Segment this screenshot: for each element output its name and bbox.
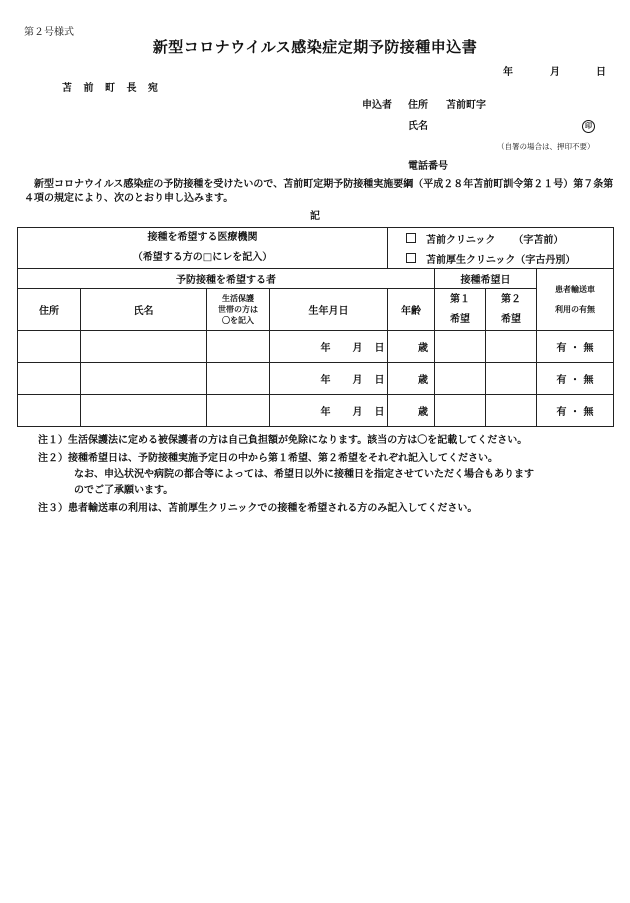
option-name: 苫前クリニック	[426, 234, 496, 246]
birth-date-input[interactable]	[270, 363, 388, 395]
applicant-label: 申込者	[362, 100, 392, 111]
form-number: 第２号様式	[24, 27, 74, 38]
birth-year: 年	[320, 343, 331, 354]
addressee: 苫 前 町 長 宛	[62, 83, 162, 94]
page-title: 新型コロナウイルス感染症定期予防接種申込書	[152, 38, 478, 56]
note-3: 注３）患者輸送車の利用は、苫前厚生クリニックでの接種を希望される方のみ記入してください。	[38, 503, 478, 514]
birth-day: 日	[374, 407, 385, 418]
note-2-cont: なお、申込状況や病院の都合等によっては、希望日以外に接種日を指定させていただく場合もあります	[74, 469, 534, 480]
transport-header: 患者輸送車 利用の有無	[537, 269, 614, 331]
option-name: 苫前厚生クリニック	[426, 254, 516, 266]
address-label: 住所	[408, 100, 428, 111]
institution-options	[388, 228, 614, 269]
col-age: 年齢	[388, 289, 435, 331]
table-row	[18, 363, 614, 395]
address-value: 苫前町字	[446, 100, 486, 111]
birth-month: 月	[352, 407, 363, 418]
note-2: 注２）接種希望日は、予防接種実施予定日の中から第１希望、第２希望をそれぞれ記入してください。	[38, 453, 498, 464]
second-choice-input[interactable]	[486, 363, 537, 395]
col-welfare: 生活保護 世帯の方は 〇を記入	[207, 289, 270, 331]
ki-marker: 記	[310, 211, 320, 222]
col-name: 氏名	[81, 289, 207, 331]
body-text: 新型コロナウイルス感染症の予防接種を受けたいので、苫前町定期予防接種実施要綱（平成２８年苫前町訓令第２１号）第７条第４項の規定により、次のとおり申し込みます。	[24, 179, 614, 204]
address-input[interactable]	[18, 363, 81, 395]
birth-day: 日	[374, 343, 385, 354]
institution-hint: （希望する方の□にレを記入）	[132, 252, 273, 263]
institution-cell	[18, 228, 388, 269]
person-header: 予防接種を希望する者	[18, 269, 435, 289]
institution-label: 接種を希望する医療機関	[147, 232, 258, 243]
option-row[interactable]	[388, 228, 613, 248]
address-input[interactable]	[18, 331, 81, 363]
age-input[interactable]: 歳	[388, 331, 435, 363]
name-input[interactable]	[81, 395, 207, 427]
seal-mark: 印	[582, 120, 595, 133]
col-address: 住所	[18, 289, 81, 331]
application-table	[17, 227, 614, 427]
col-birth: 生年月日	[270, 289, 388, 331]
welfare-input[interactable]	[207, 331, 270, 363]
transport-choice[interactable]: 有 ・ 無	[537, 395, 614, 427]
date-year: 年	[503, 67, 513, 78]
birth-date-input[interactable]	[270, 331, 388, 363]
birth-month: 月	[352, 375, 363, 386]
checkbox[interactable]	[406, 253, 416, 263]
first-choice-input[interactable]	[435, 363, 486, 395]
table-row	[18, 395, 614, 427]
date-month: 月	[550, 67, 560, 78]
name-input[interactable]	[81, 363, 207, 395]
age-input[interactable]: 歳	[388, 363, 435, 395]
phone-label: 電話番号	[408, 161, 448, 172]
birth-day: 日	[374, 375, 385, 386]
welfare-input[interactable]	[207, 395, 270, 427]
col-second-choice: 第２ 希望	[486, 289, 537, 331]
note-2-cont: のでご了承願います。	[74, 485, 174, 496]
birth-date-input[interactable]	[270, 395, 388, 427]
first-choice-input[interactable]	[435, 331, 486, 363]
transport-choice[interactable]: 有 ・ 無	[537, 363, 614, 395]
table-row	[18, 331, 614, 363]
welfare-input[interactable]	[207, 363, 270, 395]
option-row[interactable]	[388, 248, 613, 268]
note-1: 注１）生活保護法に定める被保護者の方は自己負担額が免除になります。該当の方は〇を記載してください。	[38, 435, 528, 446]
second-choice-input[interactable]	[486, 331, 537, 363]
option-area: （字苫前）	[513, 234, 564, 246]
checkbox[interactable]	[406, 233, 416, 243]
address-input[interactable]	[18, 395, 81, 427]
col-first-choice: 第１ 希望	[435, 289, 486, 331]
transport-choice[interactable]: 有 ・ 無	[537, 331, 614, 363]
first-choice-input[interactable]	[435, 395, 486, 427]
name-input[interactable]	[81, 331, 207, 363]
name-label: 氏名	[408, 121, 428, 132]
birth-year: 年	[320, 375, 331, 386]
date-day: 日	[596, 67, 606, 78]
second-choice-input[interactable]	[486, 395, 537, 427]
birth-year: 年	[320, 407, 331, 418]
birth-month: 月	[352, 343, 363, 354]
date-header: 接種希望日	[435, 269, 537, 289]
signature-note: （自署の場合は、押印不要）	[497, 142, 595, 151]
age-input[interactable]: 歳	[388, 395, 435, 427]
option-area: （字古丹別）	[515, 254, 576, 266]
